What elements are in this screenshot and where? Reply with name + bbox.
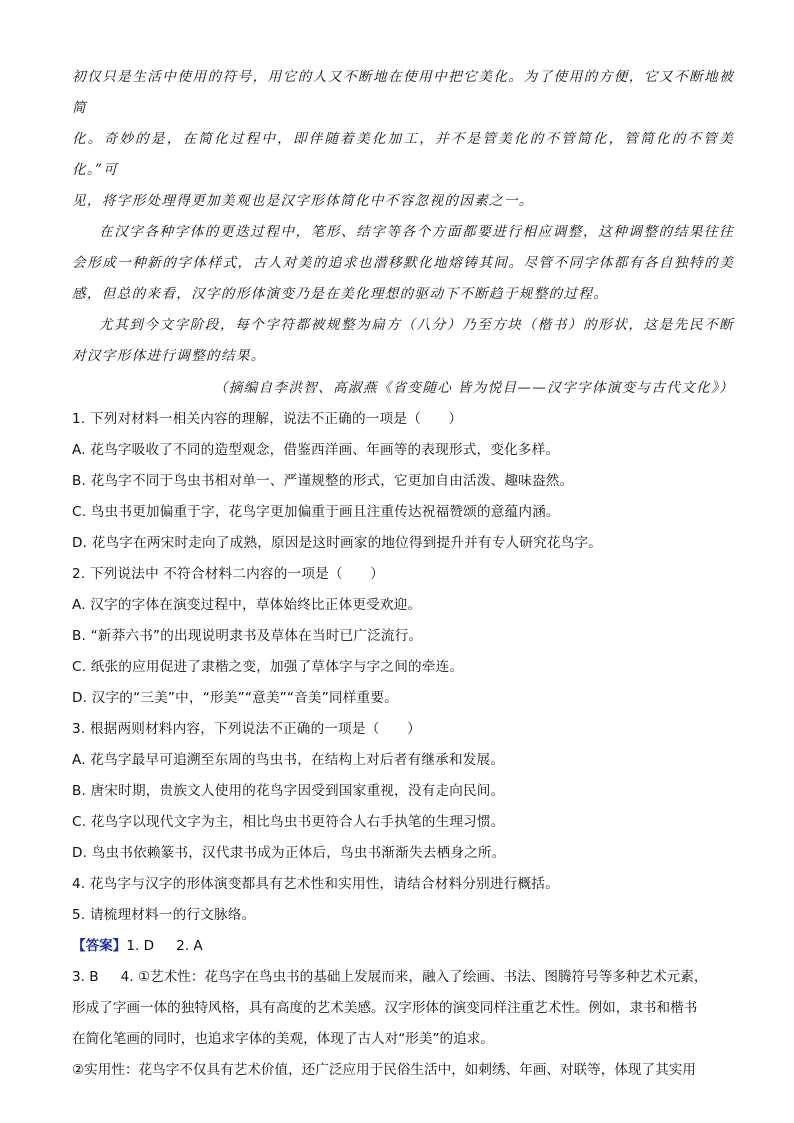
answer-4-line: 4. ①艺术性：花鸟字在鸟虫书的基础上发展而来，融入了绘画、书法、图腾符号等多种艺术元素， bbox=[120, 969, 708, 985]
question-option: C. 花鸟字以现代文字为主，相比鸟虫书更符合人右手执笔的生理习惯。 bbox=[72, 814, 505, 830]
passage-line: 化。奇妙的是，在简化过程中，即伴随着美化加工，并不是管美化的不管简化，管简化的不管美化。”可 bbox=[72, 131, 734, 178]
question-stem: 2. 下列说法中 不符合材料二内容的一项是（ ） bbox=[72, 566, 385, 582]
passage-paragraph: 尤其到今文字阶段，每个字符都被规整为扁方（八分）乃至方块（楷书）的形状，这是先民不断对汉字形体进行调整的结果。 bbox=[72, 317, 734, 364]
question-stem: 1. 下列对材料一相关内容的理解，说法不正确的一项是（ ） bbox=[72, 411, 463, 427]
answer-4-line: 在简化笔画的同时，也追求字体的美观，体现了古人对“形美”的追求。 bbox=[72, 1031, 494, 1047]
question-option: A. 花鸟字吸收了不同的造型观念，借鉴西洋画、年画等的表现形式，变化多样。 bbox=[72, 442, 560, 458]
question-option: D. 花鸟字在两宋时走向了成熟，原因是这时画家的地位得到提升并有专人研究花鸟字。 bbox=[72, 535, 603, 551]
question-option: A. 汉字的字体在演变过程中，草体始终比正体更受欢迎。 bbox=[72, 597, 422, 613]
question-option: C. 鸟虫书更加偏重于字，花鸟字更加偏重于画且注重传达祝福赞颂的意蕴内涵。 bbox=[72, 504, 560, 520]
questions-section bbox=[72, 404, 734, 931]
passage-text bbox=[72, 62, 734, 404]
question-option: B. 花鸟字不同于鸟虫书相对单一、严谨规整的形式，它更加自由活泼、趣味盎然。 bbox=[72, 473, 574, 489]
question-stem: 5. 请梳理材料一的行文脉络。 bbox=[72, 907, 256, 923]
passage-paragraph: 在汉字各种字体的更迭过程中，笔形、结字等各个方面都要进行相应调整，这种调整的结果往往会形成一种新的字体样式，古人对美的追求也潜移默化地熔铸其间。尽管不同字体都有各自独特的美感，但总的来看，汉字的形体演变乃是在美化理想的驱动下不断趋于规整的过程。 bbox=[72, 224, 734, 302]
passage-line: 见，将字形处理得更加美观也是汉字形体简化中不容忽视的因素之一。 bbox=[72, 193, 534, 209]
passage-source: （摘编自李洪智、高淑燕《省变随心 皆为悦目——汉字字体演变与古代文化》） bbox=[213, 380, 734, 396]
answer-tag: 【答案】 bbox=[72, 938, 127, 954]
question-stem: 3. 根据两则材料内容，下列说法不正确的一项是（ ） bbox=[72, 721, 421, 737]
passage-line: 初仅只是生活中使用的符号，用它的人又不断地在使用中把它美化。为了使用的方便，它又不断地被简 bbox=[72, 69, 734, 116]
answer-4-line: 形成了字画一体的独特风格，具有高度的艺术美感。汉字形体的演变同样注重艺术性。例如，隶书和楷书 bbox=[72, 1000, 698, 1016]
question-option: C. 纸张的应用促进了隶楷之变，加强了草体字与字之间的牵连。 bbox=[72, 659, 464, 675]
question-stem: 4. 花鸟字与汉字的形体演变都具有艺术性和实用性，请结合材料分别进行概括。 bbox=[72, 876, 559, 892]
question-option: B. 唐宋时期，贵族文人使用的花鸟字因受到国家重视，没有走向民间。 bbox=[72, 783, 505, 799]
answer-2: 2. A bbox=[176, 938, 203, 954]
question-option: D. 汉字的“三美”中，“形美”“意美”“音美”同样重要。 bbox=[72, 690, 398, 706]
answer-4-line: ②实用性：花鸟字不仅具有艺术价值，还广泛应用于民俗生活中，如刺绣、年画、对联等，体现了其实用 bbox=[72, 1062, 696, 1078]
answer-section bbox=[72, 931, 734, 1086]
question-option: A. 花鸟字最早可追溯至东周的鸟虫书，在结构上对后者有继承和发展。 bbox=[72, 752, 505, 768]
page-content bbox=[72, 62, 734, 1086]
answer-3: 3. B bbox=[72, 969, 99, 985]
question-option: D. 鸟虫书依赖篆书，汉代隶书成为正体后，鸟虫书渐渐失去栖身之所。 bbox=[72, 845, 506, 861]
question-option: B. “新莽六书”的出现说明隶书及草体在当时已广泛流行。 bbox=[72, 628, 423, 644]
answer-line-1 bbox=[72, 931, 734, 962]
answer-line-2 bbox=[72, 962, 734, 993]
answer-1: 1. D bbox=[126, 938, 155, 954]
